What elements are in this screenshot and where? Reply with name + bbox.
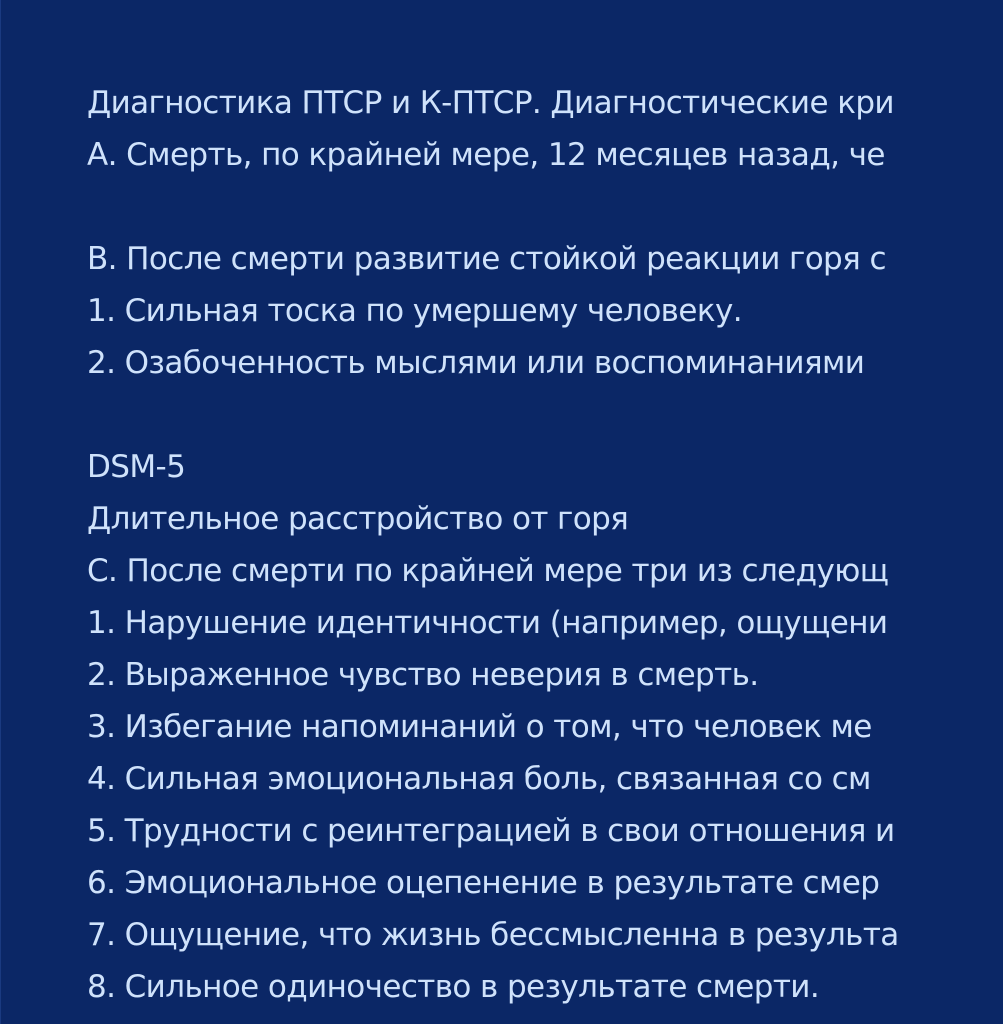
criterion-b-item-2: 2. Озабоченность мыслями или воспоминаниями bbox=[87, 345, 865, 381]
criterion-a-line: А. Смерть, по крайней мере, 12 месяцев назад, че bbox=[87, 137, 885, 173]
slide-text-body bbox=[87, 77, 1003, 1013]
criterion-b-item-1: 1. Сильная тоска по умершему человеку. bbox=[87, 293, 742, 329]
criterion-c-item-8: 8. Сильное одиночество в результате смерти. bbox=[87, 969, 820, 1005]
criterion-c-item-4: 4. Сильная эмоциональная боль, связанная со см bbox=[87, 761, 871, 797]
slide-heading-line: Диагностика ПТСР и К-ПТСР. Диагностические кри bbox=[87, 85, 894, 121]
disorder-title: Длительное расстройство от горя bbox=[87, 501, 629, 537]
criterion-c-item-6: 6. Эмоциональное оцепенение в результате смер bbox=[87, 865, 880, 901]
criterion-c-item-2: 2. Выраженное чувство неверия в смерть. bbox=[87, 657, 759, 693]
criterion-c-item-1: 1. Нарушение идентичности (например, ощущени bbox=[87, 605, 888, 641]
dsm-label: DSM-5 bbox=[87, 449, 186, 485]
criterion-c-item-5: 5. Трудности с реинтеграцией в свои отношения и bbox=[87, 813, 895, 849]
blank-line bbox=[87, 181, 1003, 233]
criterion-c-line: C. После смерти по крайней мере три из следующ bbox=[87, 553, 889, 589]
blank-line bbox=[87, 389, 1003, 441]
criterion-b-line: B. После смерти развитие стойкой реакции горя с bbox=[87, 241, 886, 277]
criterion-c-item-3: 3. Избегание напоминаний о том, что человек ме bbox=[87, 709, 872, 745]
criterion-c-item-7: 7. Ощущение, что жизнь бессмысленна в результа bbox=[87, 917, 899, 953]
